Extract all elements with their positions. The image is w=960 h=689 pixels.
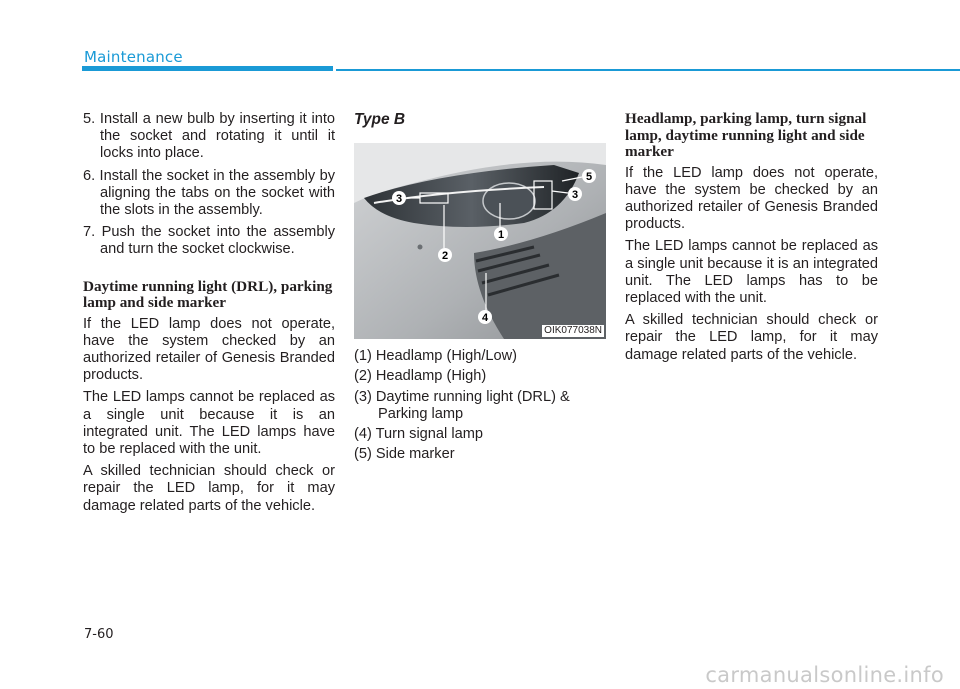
headlamp-paragraph-2: The LED lamps cannot be replaced as a single unit because it is an integrated unit. The LED lamps has to be replaced with the unit. [625, 238, 878, 306]
headlamp-paragraph-3: A skilled technician should check or repair the LED lamp, for it may damage related parts of the vehicle. [625, 312, 878, 363]
legend-item-2: (2) Headlamp (High) [354, 368, 487, 385]
callout-3-right: 3 [571, 189, 579, 202]
drl-paragraph-1: If the LED lamp does not operate, have the system checked by an authorized retailer of Genesis Branded products. [83, 315, 335, 384]
page-number: 7-60 [84, 627, 114, 642]
sensor-dot [418, 245, 423, 250]
callout-5: 5 [585, 171, 593, 184]
legend-item-4: (4) Turn signal lamp [354, 426, 483, 443]
callout-2: 2 [441, 250, 449, 263]
headlamp-paragraph-1: If the LED lamp does not operate, have the system be checked by an authorized retailer of Genesis Branded products. [625, 164, 878, 233]
legend-item-5: (5) Side marker [354, 446, 455, 463]
drl-paragraph-3: A skilled technician should check or repair the LED lamp, for it may damage related parts of the vehicle. [83, 463, 335, 514]
step-5: 5. Install a new bulb by inserting it into the socket and rotating it until it locks into place. [83, 111, 335, 162]
header-rule-thin [336, 69, 960, 71]
header-rule-thick [82, 66, 333, 71]
drl-paragraph-2: The LED lamps cannot be replaced as a single unit because it is an integrated unit. The LED lamps have to be replaced with the unit. [83, 389, 335, 458]
callout-3-left: 3 [395, 193, 403, 206]
column-left [83, 111, 335, 520]
legend-item-1: (1) Headlamp (High/Low) [354, 348, 518, 365]
headlamp-figure [354, 143, 606, 339]
figure-code: OIK077038N [544, 325, 602, 337]
figure-legend [354, 348, 606, 463]
watermark: carmanualsonline.info [705, 663, 944, 687]
headlamp-illustration [354, 143, 606, 339]
step-7: 7. Push the socket into the assembly and turn the socket clockwise. [83, 224, 335, 258]
column-right [625, 111, 878, 369]
drl-heading: Daytime running light (DRL), parking lamp and side marker [83, 277, 333, 312]
callout-4: 4 [481, 312, 489, 325]
section-title: Maintenance [84, 48, 183, 66]
legend-item-3: (3) Daytime running light (DRL) & Parking lamp [354, 388, 570, 422]
headlamp-heading: Headlamp, parking lamp, turn signal lamp, daytime running light and side marker [625, 110, 867, 160]
column-middle [354, 111, 606, 466]
callout-1: 1 [497, 229, 505, 242]
step-6: 6. Install the socket in the assembly by aligning the tabs on the socket with the slots in the assembly. [83, 167, 335, 219]
type-label: Type B [354, 111, 406, 128]
